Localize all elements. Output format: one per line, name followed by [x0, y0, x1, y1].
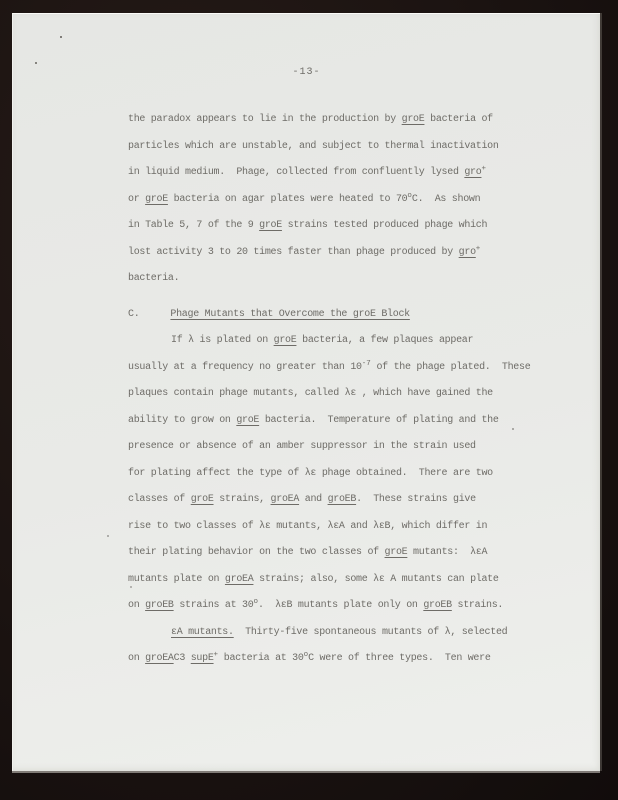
paragraph-1	[128, 107, 600, 293]
text-segment: on	[128, 600, 146, 611]
text-segment: bacteria at 30	[218, 653, 304, 664]
text-line	[128, 302, 600, 329]
text-segment: If λ is plated on	[171, 335, 274, 346]
text-segment: and	[299, 494, 328, 505]
superscript-text: o	[253, 598, 258, 606]
text-segment: classes of	[128, 494, 191, 505]
text-line	[128, 620, 600, 647]
text-line	[128, 107, 600, 134]
underlined-text: Phage Mutants that Overcome the groE Block	[170, 308, 410, 320]
superscript-text: o	[303, 651, 309, 659]
text-segment: their plating behavior on the two classes of	[128, 547, 385, 558]
text-segment: mutants plate on	[128, 573, 225, 585]
text-line	[128, 328, 600, 355]
superscript-text: +	[481, 165, 486, 173]
text-line	[128, 461, 600, 488]
section-heading	[128, 302, 600, 329]
text-segment: presence or absence of an amber suppressor in the strain used	[128, 441, 476, 452]
text-segment: mutants: λεA	[407, 547, 488, 558]
underlined-text: groE	[273, 335, 297, 346]
text-segment: or	[128, 193, 146, 205]
text-segment: C.	[128, 308, 140, 320]
text-line	[128, 213, 600, 240]
paper-speck	[60, 36, 62, 38]
superscript-text: o	[407, 191, 412, 200]
text-segment: strains at 30	[173, 600, 254, 611]
superscript-text: +	[475, 244, 481, 253]
underlined-text: groE	[190, 494, 214, 505]
text-segment: rise to two classes of λε mutants, λεA and λεB, which differ in	[128, 520, 488, 532]
text-line	[128, 646, 600, 673]
text-segment: lost activity 3 to 20 times faster than phage produced by	[128, 246, 459, 258]
text-segment: bacteria of	[424, 114, 493, 125]
text-segment: strains tested produced phage which	[281, 220, 488, 231]
text-line	[128, 408, 600, 435]
text-line	[128, 540, 600, 567]
text-segment: bacteria, a few plaques appear	[296, 335, 474, 346]
paper-speck	[130, 586, 132, 588]
paragraph-3	[128, 620, 600, 673]
superscript-text: +	[213, 651, 219, 659]
underlined-text: groE	[259, 220, 282, 231]
underlined-text: groE	[384, 547, 408, 558]
superscript-text: -7	[361, 359, 371, 368]
underlined-text: gro	[458, 246, 476, 258]
underlined-text: groEA	[270, 494, 300, 505]
underlined-text: groE	[401, 114, 425, 125]
text-segment: strains; also, some λε A mutants can plate	[253, 573, 499, 585]
underlined-text: supE	[190, 653, 214, 664]
text-segment: C. As shown	[411, 193, 481, 205]
page-number: -13-	[292, 67, 321, 78]
text-segment: C3	[173, 653, 191, 664]
text-line	[128, 593, 600, 620]
text-line	[128, 134, 600, 161]
text-segment: strains,	[213, 494, 271, 505]
paper-speck	[512, 428, 514, 430]
text-segment: . These strains give	[356, 494, 476, 505]
text-segment: bacteria. Temperature of plating and the	[259, 414, 499, 426]
text-line	[128, 567, 600, 594]
underlined-text: gro	[464, 167, 482, 178]
text-segment: in liquid medium. Phage, collected from confluently lysed	[128, 167, 465, 178]
text-segment: plaques contain phage mutants, called λε , which have gained the	[128, 388, 493, 399]
text-segment: C were of three types. Ten were	[308, 653, 491, 664]
text-line	[128, 381, 600, 408]
text-segment: ability to grow on	[128, 414, 237, 426]
underlined-text: groEB	[327, 494, 357, 505]
text-line	[128, 160, 600, 187]
underlined-text: groE	[236, 414, 260, 426]
text-line	[128, 355, 600, 382]
text-segment: strains.	[451, 600, 504, 611]
underlined-text: groEB	[423, 600, 452, 611]
underlined-text: groEA	[224, 573, 254, 585]
underlined-text: εA mutants.	[171, 626, 234, 638]
paper-speck	[35, 62, 37, 64]
text-line	[128, 514, 600, 541]
paper-speck	[107, 535, 109, 537]
paragraph-2	[128, 328, 600, 620]
text-segment: . λεB mutants plate only on	[257, 600, 424, 611]
underlined-text: groE	[145, 193, 168, 205]
text-segment: on	[128, 653, 146, 664]
text-segment: in Table 5, 7 of the 9	[128, 220, 260, 231]
text-segment: bacteria on agar plates were heated to 70	[167, 193, 408, 205]
underlined-text: groEB	[145, 600, 174, 611]
text-line	[128, 187, 600, 214]
text-line	[128, 266, 600, 293]
text-segment: usually at a frequency no greater than 10	[128, 361, 362, 373]
text-segment: for plating affect the type of λε phage obtained. There are two	[128, 467, 493, 479]
text-block	[128, 107, 600, 673]
document-page	[12, 13, 600, 771]
text-segment: particles which are unstable, and subject to thermal inactivation	[128, 140, 499, 152]
text-segment: the paradox appears to lie in the production by	[128, 114, 402, 125]
text-line	[128, 240, 600, 267]
underlined-text: groEA	[145, 653, 174, 664]
text-segment: Thirty-five spontaneous mutants of λ, selected	[233, 626, 508, 638]
text-segment: of the phage plated. These	[370, 361, 531, 373]
text-segment: bacteria.	[128, 273, 180, 284]
text-line	[128, 434, 600, 461]
text-line	[128, 487, 600, 514]
